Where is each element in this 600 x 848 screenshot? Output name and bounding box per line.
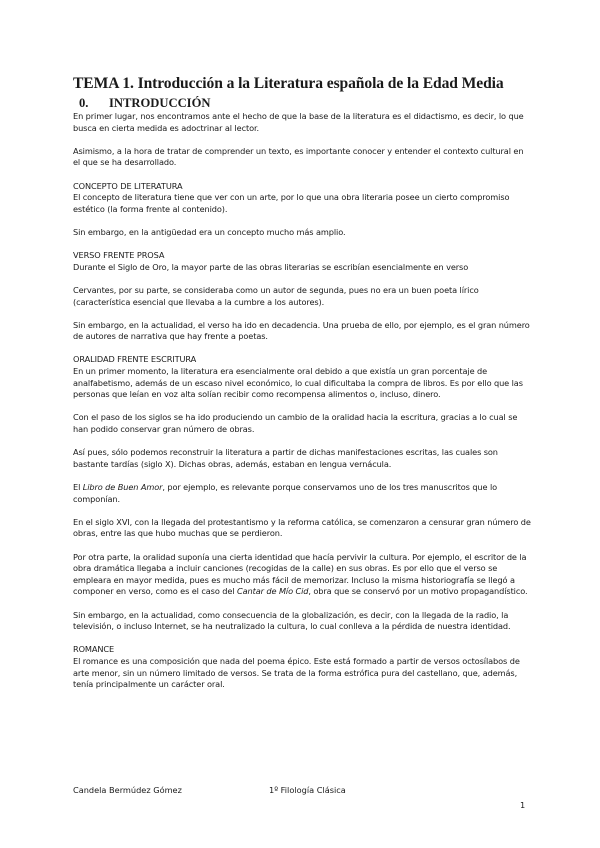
book-title: Libro de Buen Amor: [82, 482, 163, 492]
paragraph: Cervantes, por su parte, se consideraba como un autor de segunda, pues no era un buen poeta lírico (característica esencial que llevaba a la cumbre a los autores).: [73, 284, 479, 307]
footer-course: 1º Filología Clásica: [269, 785, 346, 795]
text-run: El: [73, 482, 83, 492]
subheading-concepto: CONCEPTO DE LITERATURA: [73, 180, 183, 191]
paragraph: Durante el Siglo de Oro, la mayor parte de las obras literarias se escribían esencialmente en verso: [73, 261, 469, 272]
text-run: , obra que se conservó por un motivo propagandístico.: [308, 586, 528, 597]
paragraph: En el siglo XVI, con la llegada del protestantismo y la reforma católica, se comenzaron a censurar gran número de obras, entre las que hubo muchas que se perdieron.: [73, 516, 531, 539]
paragraph: [73, 482, 533, 505]
page-number: 1: [520, 800, 526, 810]
paragraph: Asimismo, a la hora de tratar de comprender un texto, es importante conocer y entender el contexto cultural en el que se ha desarrollado.: [73, 145, 524, 168]
paragraph: Sin embargo, en la actualidad, el verso ha ido en decadencia. Una prueba de ello, por ejemplo, es el gran número de autores de narrativa que hay frente a poetas.: [73, 319, 530, 342]
paragraph: En primer lugar, nos encontramos ante el hecho de que la base de la literatura es el didactismo, es decir, lo que busca en cierta medida es adoctrinar al lector.: [73, 111, 524, 133]
subheading-verso: VERSO FRENTE PROSA: [73, 250, 165, 261]
subheading-romance: ROMANCE: [73, 644, 115, 655]
paragraph: El romance es una composición que nada del poema épico. Este está formado a partir de versos octosílabos de arte menor, sin un número limitado de versos. Se trata de la forma estrófica pura del castellano, que, además, tenía principalmente un carácter oral.: [73, 655, 520, 690]
paragraph: En un primer momento, la literatura era esencialmente oral debido a que existía un gran porcentaje de analfabetismo, además de un escaso nivel económico, lo cual dificultaba la compra de libros. Es por ello que las personas que leían en voz alta solían recibir como recompensa alimentos o, incluso, dinero.: [73, 366, 523, 400]
text-run: Por otra parte, la oralidad suponía una cierta identidad que hacía pervivir la cultura. Por ejemplo, el escritor de la obra dramática llegaba a incluir canciones (recogidas de la calle) en sus obras. Es por ello que el verso se empleara en mayor medida, pues es mucho más fácil de memorizar. Incluso la misma historiografía se llegó a componer en verso, como es el caso del: [73, 551, 527, 597]
book-title: Cantar de Mío Cid: [236, 586, 309, 597]
section-heading: [79, 96, 533, 111]
text-run: , por ejemplo, es relevante porque conservamos uno de los tres manuscritos que lo componían.: [73, 482, 498, 504]
paragraph: [73, 552, 533, 598]
section-label: INTRODUCCIÓN: [109, 96, 211, 110]
document-body: [73, 74, 533, 702]
paragraph: Así pues, sólo podemos reconstruir la literatura a partir de dichas manifestaciones escritas, las cuales son bastante tardías (siglo X). Dichas obras, además, estaban en lengua vernácula.: [73, 447, 498, 469]
section-number: 0.: [79, 96, 89, 110]
footer-author: Candela Bermúdez Gómez: [73, 785, 182, 795]
paragraph: Con el paso de los siglos se ha ido produciendo un cambio de la oralidad hacia la escritura, gracias a lo cual se han podido conservar gran número de obras.: [73, 412, 518, 435]
subheading-oralidad: ORALIDAD FRENTE ESCRITURA: [73, 354, 197, 365]
paragraph: Sin embargo, en la actualidad, como consecuencia de la globalización, es decir, con la llegada de la radio, la televisión, o incluso Internet, se ha neutralizado la cultura, lo cual conlleva a la pérdida de nuestra identidad.: [73, 609, 511, 632]
paragraph: El concepto de literatura tiene que ver con un arte, por lo que una obra literaria posee un cierto compromiso estético (la forma frente al contenido).: [73, 192, 510, 214]
paragraph: Sin embargo, en la antigüedad era un concepto mucho más amplio.: [73, 226, 346, 237]
document-title: TEMA 1. Introducción a la Literatura española de la Edad Media: [73, 75, 504, 92]
